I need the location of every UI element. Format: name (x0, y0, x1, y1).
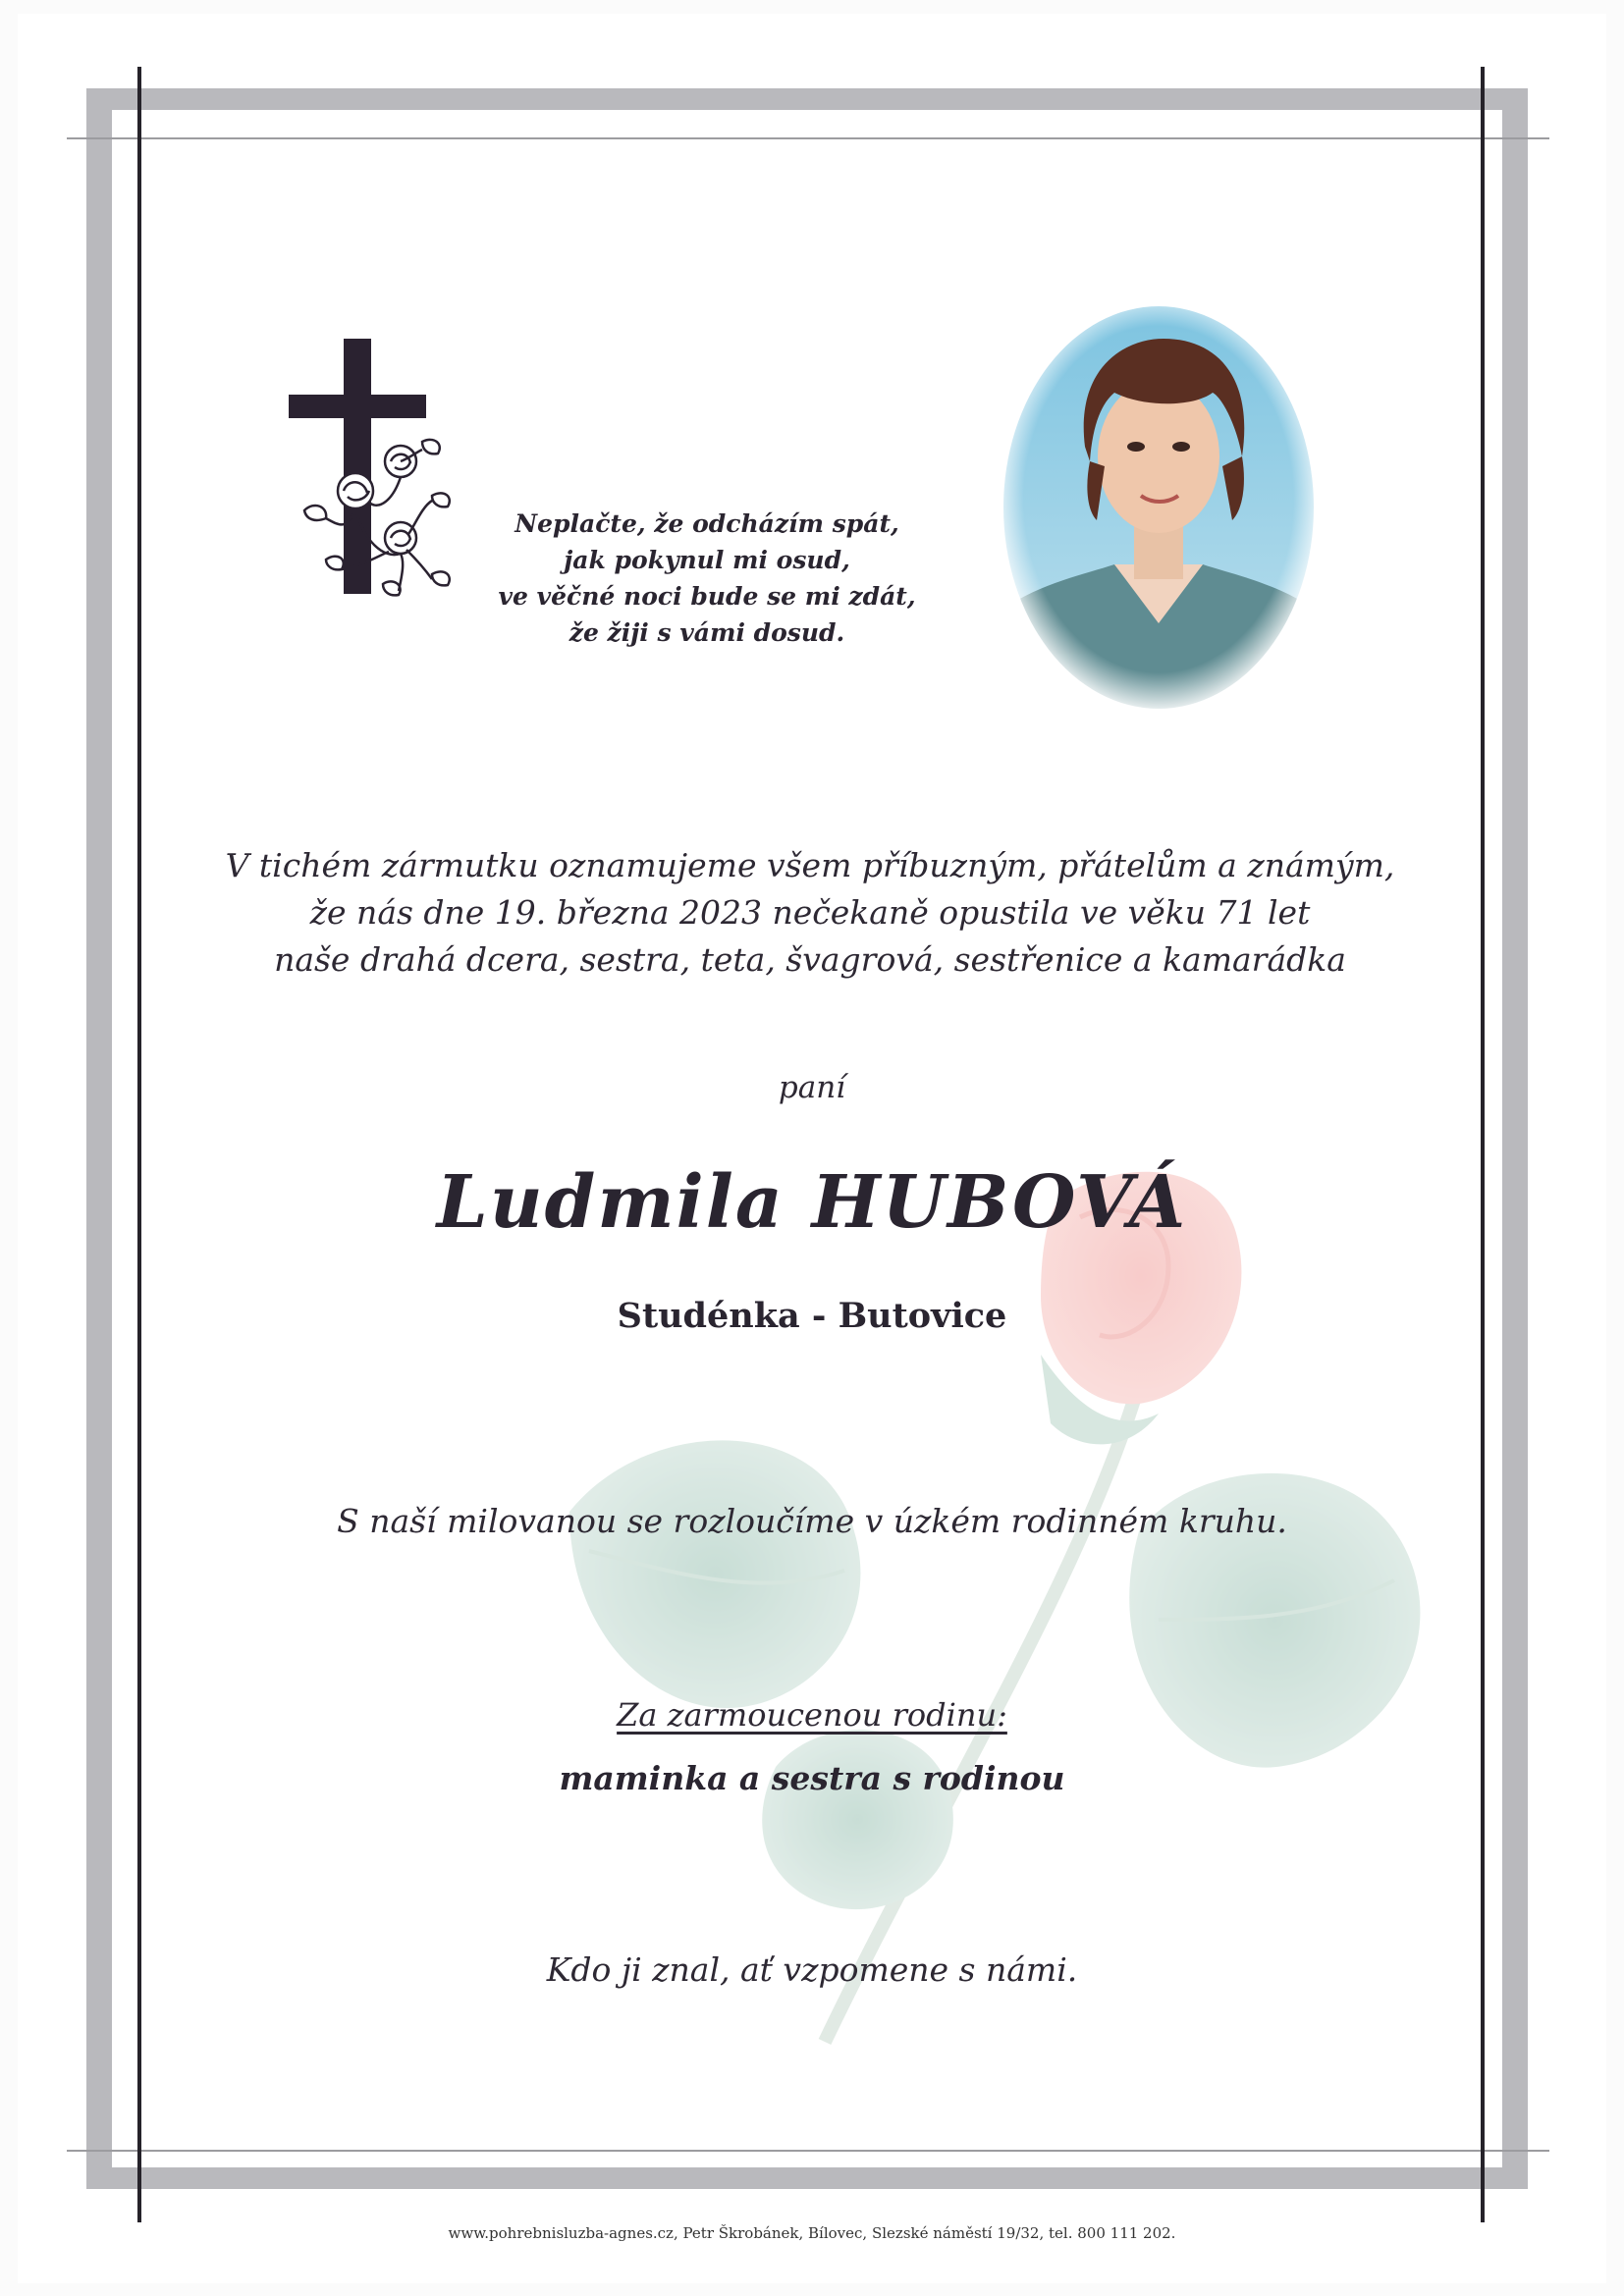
poem (461, 506, 952, 651)
announcement-line: že nás dne 19. března 2023 nečekaně opustila ve věku 71 let (309, 893, 1311, 932)
frame-left-gray (86, 88, 112, 2189)
frame-left-line (137, 67, 141, 2222)
closing-text: Kdo ji znal, ať vzpomene s námi. (546, 1950, 1078, 1989)
frame-top-gray (86, 88, 1528, 110)
frame-bottom-gray (86, 2167, 1528, 2189)
frame-top-hairline (67, 137, 1549, 139)
poem-line: že žiji s vámi dosud. (568, 618, 845, 647)
frame-bottom-hairline (67, 2150, 1549, 2152)
footer-contact: www.pohrebnisluzba-agnes.cz, Petr Škrobánek, Bílovec, Slezské náměstí 19/32, tel. 800 111 202. (448, 2224, 1176, 2242)
deceased-name: Ludmila HUBOVÁ (436, 1160, 1188, 1245)
poem-line: Neplačte, že odcházím spát, (514, 509, 899, 538)
frame-right-line (1481, 67, 1485, 2222)
frame-right-gray (1502, 88, 1528, 2189)
announcement-line: V tichém zármutku oznamujeme všem příbuzným, přátelům a známým, (225, 846, 1395, 884)
honorific: paní (778, 1070, 846, 1105)
cross-with-roses-icon (285, 334, 461, 609)
portrait-photo (997, 299, 1321, 717)
poem-line: jak pokynul mi osud, (564, 546, 850, 574)
farewell-text: S naší milovanou se rozloučíme v úzkém rodinném kruhu. (337, 1502, 1287, 1540)
poem-line: ve věčné noci bude se mi zdát, (498, 582, 916, 611)
family-label: Za zarmoucenou rodinu: (617, 1696, 1007, 1734)
announcement (177, 842, 1443, 984)
deceased-residence: Studénka - Butovice (617, 1296, 1007, 1336)
family-names: maminka a sestra s rodinou (559, 1759, 1065, 1797)
announcement-line: naše drahá dcera, sestra, teta, švagrová, sestřenice a kamarádka (274, 940, 1346, 979)
